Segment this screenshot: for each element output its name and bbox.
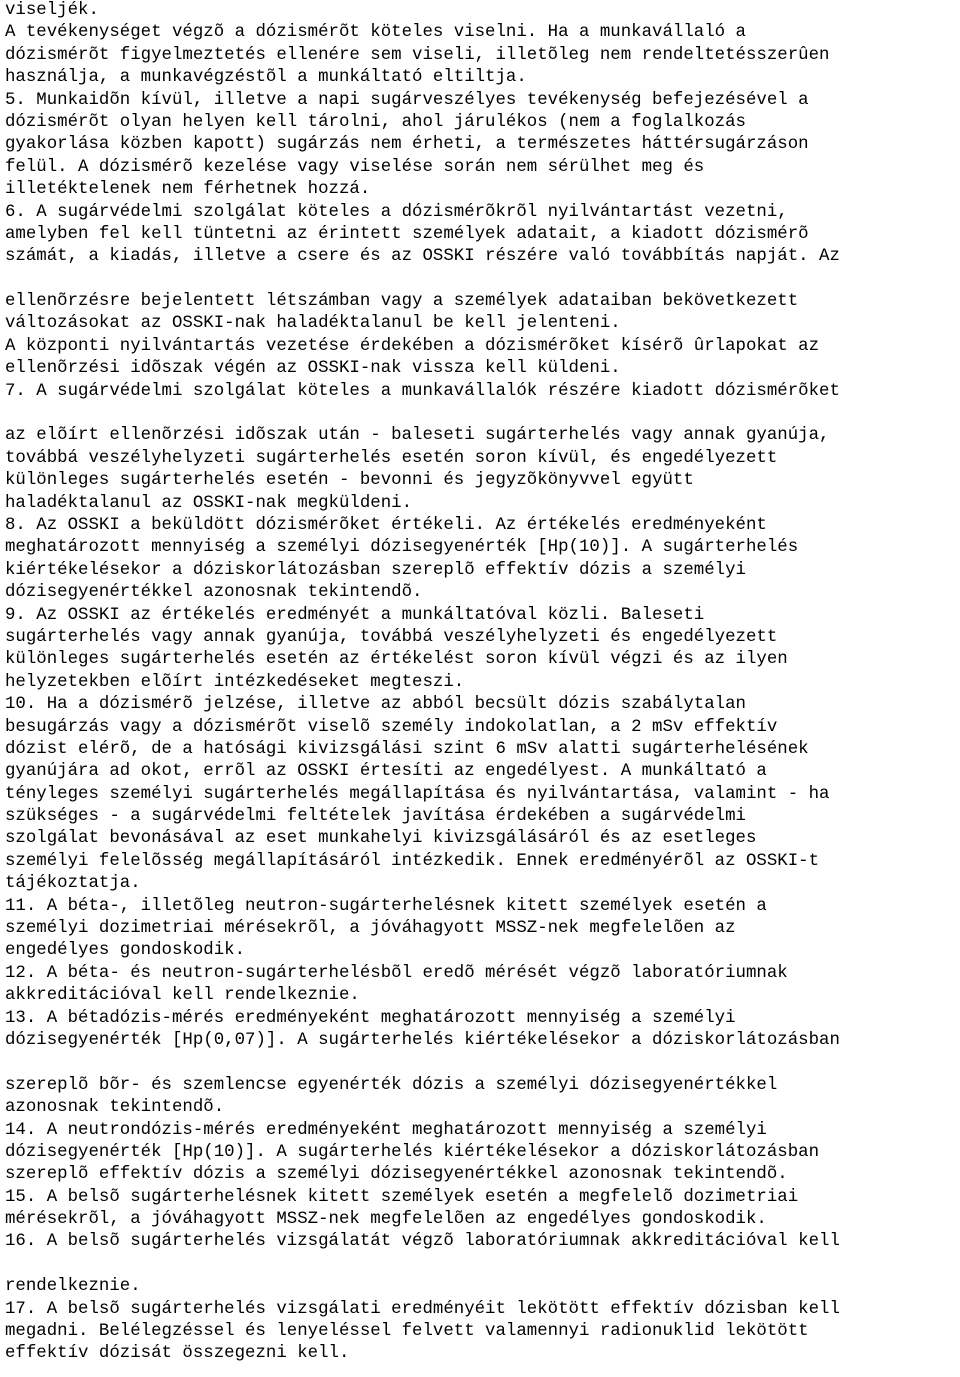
text-line: szereplõ bõr- és szemlencse egyenérték dózis a személyi dózisegyenértékkel	[5, 1075, 778, 1095]
text-line: dózismérõt figyelmeztetés ellenére sem viseli, illetõleg nem rendeltetésszerûen	[5, 45, 830, 65]
text-line: személyi felelõsség megállapításáról intézkedik. Ennek eredményérõl az OSSKI-t	[5, 851, 820, 871]
text-line: azonosnak tekintendõ.	[5, 1098, 225, 1118]
text-line: illetéktelenek nem férhetnek hozzá.	[5, 180, 371, 200]
text-line: gyakorlása közben kapott) sugárzás nem érheti, a természetes háttérsugárzáson	[5, 135, 809, 155]
text-line: dózismérõt olyan helyen kell tárolni, ahol járulékos (nem a foglalkozás	[5, 112, 746, 132]
text-line: különleges sugárterhelés esetén az értékelést soron kívül végzi és az ilyen	[5, 650, 788, 670]
text-line: 9. Az OSSKI az értékelés eredményét a munkáltatóval közli. Baleseti	[5, 605, 705, 625]
text-line: A központi nyilvántartás vezetése érdekében a dózismérõket kísérõ ûrlapokat az	[5, 336, 820, 356]
text-line: rendelkeznie.	[5, 1277, 141, 1297]
text-line: 14. A neutrondózis-mérés eredményeként meghatározott mennyiség a személyi	[5, 1120, 767, 1140]
blank-line	[5, 1254, 960, 1276]
text-line: különleges sugárterhelés esetén - bevonni és jegyzõkönyvvel együtt	[5, 471, 694, 491]
text-line: tájékoztatja.	[5, 874, 141, 894]
text-line: amelyben fel kell tüntetni az érintett személyek adatait, a kiadott dózismérõ	[5, 224, 809, 244]
text-line: 17. A belsõ sugárterhelés vizsgálati eredményéit lekötött effektív dózisban kell	[5, 1299, 840, 1319]
text-line: 5. Munkaidõn kívül, illetve a napi sugárveszélyes tevékenység befejezésével a	[5, 90, 809, 110]
text-line: 16. A belsõ sugárterhelés vizsgálatát végzõ laboratóriumnak akkreditációval kell	[5, 1232, 840, 1252]
text-line: viseljék.	[5, 1, 99, 20]
text-line: 13. A bétadózis-mérés eredményeként meghatározott mennyiség a személyi	[5, 1008, 736, 1028]
text-line: dózisegyenérték [Hp(0,07)]. A sugárterhelés kiértékelésekor a dóziskorlátozásban	[5, 1030, 840, 1050]
text-line: az elõírt ellenõrzési idõszak után - baleseti sugárterhelés vagy annak gyanúja,	[5, 426, 830, 446]
text-line: helyzetekben elõírt intézkedéseket megteszi.	[5, 672, 465, 692]
text-line: használja, a munkavégzéstõl a munkáltató eltiltja.	[5, 68, 527, 88]
text-line: effektív dózisát összegezni kell.	[5, 1344, 350, 1364]
text-line: akkreditációval kell rendelkeznie.	[5, 986, 360, 1006]
blank-line	[5, 1052, 960, 1074]
text-line: dózist elérõ, de a hatósági kivizsgálási szint 6 mSv alatti sugárterhelésének	[5, 739, 809, 759]
text-line: besugárzás vagy a dózismérõt viselõ személy indokolatlan, a 2 mSv effektív	[5, 717, 778, 737]
text-line: továbbá veszélyhelyzeti sugárterhelés esetén soron kívül, és engedélyezett	[5, 448, 778, 468]
text-line: engedélyes gondoskodik.	[5, 941, 246, 961]
text-line: szereplõ effektív dózis a személyi dózisegyenértékkel azonosnak tekintendõ.	[5, 1165, 788, 1185]
text-line: 11. A béta-, illetõleg neutron-sugárterhelésnek kitett személyek esetén a	[5, 896, 767, 916]
text-line: kiértékelésekor a dóziskorlátozásban szereplõ effektív dózis a személyi	[5, 560, 746, 580]
text-line: ellenõrzésre bejelentett létszámban vagy a személyek adataiban bekövetkezett	[5, 292, 799, 312]
text-line: mérésekrõl, a jóváhagyott MSSZ-nek megfelelõen az engedélyes gondoskodik.	[5, 1210, 767, 1230]
text-line: 15. A belsõ sugárterhelésnek kitett személyek esetén a megfelelõ dozimetriai	[5, 1187, 799, 1207]
text-line: változásokat az OSSKI-nak haladéktalanul be kell jelenteni.	[5, 314, 621, 334]
blank-line	[5, 269, 960, 291]
text-line: számát, a kiadás, illetve a csere és az OSSKI részére való továbbítás napját. Az	[5, 247, 840, 267]
text-line: megadni. Belélegzéssel és lenyeléssel felvett valamennyi radionuklid lekötött	[5, 1322, 809, 1342]
text-line: szolgálat bevonásával az eset munkahelyi kivizsgálásáról és az esetleges	[5, 829, 757, 849]
document-page	[5, 0, 960, 1377]
text-line: A tevékenységet végzõ a dózismérõt köteles viselni. Ha a munkavállaló a	[5, 23, 746, 43]
text-line: gyanújára ad okot, errõl az OSSKI értesíti az engedélyest. A munkáltató a	[5, 762, 767, 782]
text-line: dózisegyenérték [Hp(10)]. A sugárterhelés kiértékelésekor a dóziskorlátozásban	[5, 1142, 820, 1162]
text-line: felül. A dózismérõ kezelése vagy viselése során nem sérülhet meg és	[5, 157, 705, 177]
text-line: 12. A béta- és neutron-sugárterhelésbõl eredõ mérését végzõ laboratóriumnak	[5, 963, 788, 983]
text-line: szükséges - a sugárvédelmi feltételek javítása érdekében a sugárvédelmi	[5, 807, 746, 827]
text-line: személyi dozimetriai mérésekrõl, a jóváhagyott MSSZ-nek megfelelõen az	[5, 919, 736, 939]
text-line: meghatározott mennyiség a személyi dózisegyenérték [Hp(10)]. A sugárterhelés	[5, 538, 799, 558]
text-line: tényleges személyi sugárterhelés megállapítása és nyilvántartása, valamint - ha	[5, 784, 830, 804]
text-line: 10. Ha a dózismérõ jelzése, illetve az abból becsült dózis szabálytalan	[5, 695, 746, 715]
text-line: sugárterhelés vagy annak gyanúja, továbbá veszélyhelyzeti és engedélyezett	[5, 627, 778, 647]
text-line: 7. A sugárvédelmi szolgálat köteles a munkavállalók részére kiadott dózismérõket	[5, 381, 840, 401]
text-line: dózisegyenértékkel azonosnak tekintendõ.	[5, 583, 423, 603]
text-line: 6. A sugárvédelmi szolgálat köteles a dózismérõkrõl nyilvántartást vezetni,	[5, 202, 788, 222]
text-line: ellenõrzési idõszak végén az OSSKI-nak vissza kell küldeni.	[5, 359, 621, 379]
text-line: 8. Az OSSKI a beküldött dózismérõket értékeli. Az értékelés eredményeként	[5, 515, 767, 535]
text-line: haladéktalanul az OSSKI-nak megküldeni.	[5, 493, 413, 513]
blank-line	[5, 403, 960, 425]
